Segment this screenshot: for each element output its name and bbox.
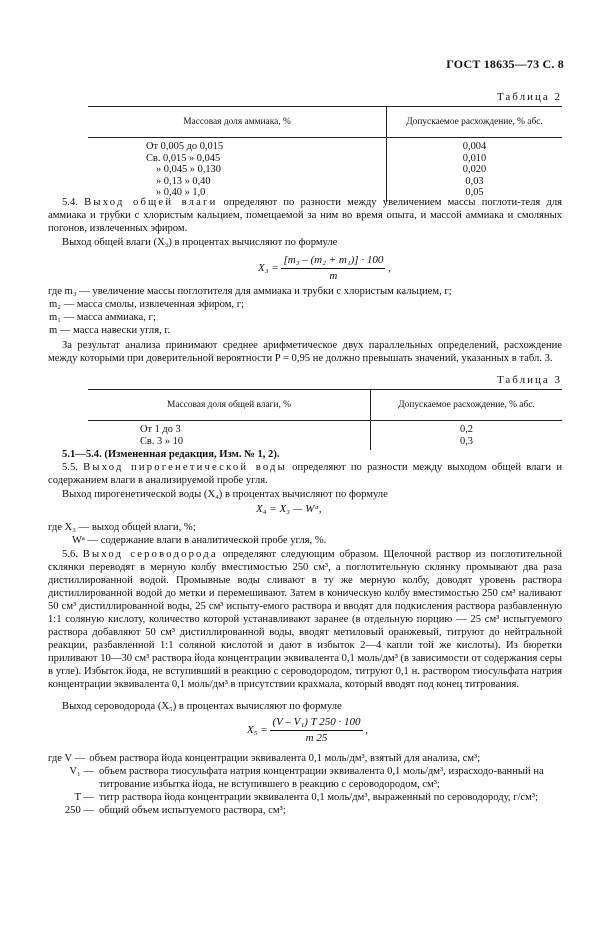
result-paragraph: За результат анализа принимают среднее арифметическое двух параллельных определений, расхождение между которыми при доверительной вероятности P = 0,95 не должно превышать значений, указанных в табл. 3. <box>48 340 562 364</box>
definition-symbol: T — <box>74 792 94 803</box>
formula-fraction <box>281 254 385 283</box>
formula-tail: , <box>365 724 369 737</box>
definition-list <box>48 285 562 337</box>
table-row <box>88 138 562 153</box>
table-cell-range: От 0,005 до 0,015 <box>88 138 387 153</box>
formula-denominator: m 25 <box>305 732 328 744</box>
table-row <box>88 153 562 165</box>
formula-x3 <box>258 254 391 283</box>
table-cell-value: 0,010 <box>462 152 487 164</box>
table-2-col-ammonia: Массовая доля аммиака, % <box>88 107 387 138</box>
formula-numerator: [m₃ – (m₂ + m₁)] · 100 <box>281 254 385 269</box>
definition-symbol: Wᵃ — <box>72 535 99 546</box>
section-5-5-paragraph <box>48 461 562 487</box>
formula-x4: X₄ = X₃ — Wᵃ, <box>256 503 322 515</box>
definition-text: выход общей влаги, %; <box>91 522 196 533</box>
definition-symbol: m₁ — <box>49 312 75 323</box>
section-heading: Выход сероводорода <box>82 549 218 560</box>
section-heading: Выход пирогенетической воды <box>83 462 287 473</box>
formula-numerator: (V – V₁) T 250 · 100 <box>270 716 362 731</box>
table-3 <box>88 389 562 450</box>
table-cell-value: 0,004 <box>462 141 487 152</box>
formula-intro: Выход пирогенетической воды (X₄) в процентах вычисляют по формуле <box>62 489 388 500</box>
table-cell-value: 0,020 <box>462 164 487 175</box>
table-cell-range: Св. 0,015 » 0,045 <box>88 153 387 165</box>
definition-symbol: где X₃ — <box>48 522 90 533</box>
section-5-6-paragraph <box>48 548 562 691</box>
table-cell-value: 0,3 <box>460 435 473 447</box>
table-cell-range: » 0,40 » 1,0 <box>88 187 387 202</box>
definition-item <box>48 285 562 298</box>
definition-item <box>48 765 562 791</box>
definition-text: масса смолы, извлеченная эфиром, г; <box>76 299 245 310</box>
formula-tail: , <box>388 262 391 275</box>
definition-text: объем раствора тиосульфата натрия концентрации эквивалента 0,1 моль/дм³, израсходо-ванный на титрование избытка йода, не вступившего в реакцию с сероводородом, см³; <box>99 766 544 790</box>
page-header: ГОСТ 18635—73 С. 8 <box>446 57 564 71</box>
section-number: 5.5. <box>62 462 78 473</box>
table-3-caption: Таблица 3 <box>496 374 562 386</box>
table-2 <box>88 106 562 202</box>
section-5-4-paragraph <box>48 196 562 235</box>
table-2-caption: Таблица 2 <box>496 91 562 103</box>
definition-item <box>48 752 562 765</box>
definition-symbol: m — <box>49 325 71 336</box>
formula-intro: Выход сероводорода (X₅) в процентах вычисляют по формуле <box>62 701 342 712</box>
edition-note: 5.1—5.4. (Измененная редакция, Изм. № 1, 2). <box>62 449 280 460</box>
definition-symbol: где m₃ — <box>48 286 90 297</box>
table-cell-range: » 0,13 » 0,40 <box>88 176 387 188</box>
definition-symbol: m₂ — <box>49 299 75 310</box>
definition-text: масса аммиака, г; <box>76 312 156 323</box>
formula-x5 <box>247 716 368 745</box>
definition-item <box>48 311 562 324</box>
formula-denominator: m <box>329 270 338 282</box>
table-row <box>88 164 562 176</box>
definition-text: титр раствора йода концентрации эквивалента 0,1 моль/дм³, выраженный по сероводороду, г/см³; <box>99 792 538 803</box>
section-heading: Выход общей влаги <box>84 197 218 208</box>
section-text: определяют по разности между выходом общей влаги и содержанием влаги в анализируемой пробе угля. <box>48 462 562 486</box>
definition-item <box>48 804 562 817</box>
definition-list <box>48 752 562 817</box>
table-cell-value: 0,2 <box>460 424 473 435</box>
table-3-col-moisture: Массовая доля общей влаги, % <box>88 390 371 421</box>
formula-intro: Выход общей влаги (X₃) в процентах вычисляют по формуле <box>62 237 338 248</box>
table-2-col-tolerance: Допускаемое расхождение, % абс. <box>387 107 563 138</box>
definition-text: объем раствора йода концентрации эквивалента 0,1 моль/дм³, взятый для анализа, см³; <box>89 753 481 764</box>
section-text: определяют по разности между увеличением массы поглоти-теля для аммиака и трубки с хлористым кальцием, помещаемой за ним во время опыта, и массой аммиака и смоляных погонов, извлеченных эфиром. <box>48 197 562 234</box>
section-number: 5.4. <box>62 197 78 208</box>
formula-lhs: X₃ = <box>258 262 279 275</box>
definition-text: увеличение массы поглотителя для аммиака и трубки с хлористым кальцием, г; <box>92 286 452 297</box>
definition-symbol: V₁ — <box>69 766 94 777</box>
definition-symbol: где V — <box>48 753 86 764</box>
section-number: 5.6. <box>62 549 78 560</box>
table-cell-value: 0,05 <box>465 187 484 198</box>
definition-item <box>48 534 562 547</box>
formula-lhs: X₅ = <box>247 724 268 737</box>
table-cell-range: От 1 до 3 <box>88 421 371 436</box>
table-row <box>88 421 562 436</box>
table-cell-range: Св. 3 » 10 <box>88 436 371 451</box>
table-3-col-tolerance: Допускаемое расхождение, % абс. <box>371 390 563 421</box>
definition-item <box>48 298 562 311</box>
definition-item <box>48 791 562 804</box>
table-cell-range: » 0,045 » 0,130 <box>88 164 387 176</box>
formula-fraction <box>270 716 362 745</box>
section-text: определяют следующим образом. Щелочной раствор из поглотительной склянки переводят в мерную колбу вместимостью 250 см³, а поглотительную склянку промывают два раза дистиллированной водой. Промывные воды сливают в ту же мерную колбу, доводят уровень раствора дистиллированной водой до метки и перемешивают. Затем в коническую колбу вместимостью 250 см³ наливают 50 см³ дистиллированной воды, 25 см³ испыту-емого раствора и вводят для подкисления раствора разбавленную 1:1 соляную кислоту, количество которой устанавливают заранее (в отдельную порцию — 25 см³ испытуемого раствора добавляют 50 см³ дистиллированной воды, вводят метиловый оранжевый, титруют до нейтральной реакции, разбавленной 1:1 соляной кислотой и дают в избыток 2—4 капли той же кислоты). Из бюретки приливают 10—30 см³ раствора йода концентрации эквивалента 0,1 моль/дм³ (в зависимости от содержания серы в угле). Избыток йода, не вступивший в реакцию с сероводородом, титруют 0,1 н. раствором тиосульфата натрия концентрации эквивалента 0,1 моль/дм³ в присутствии крахмала, который вводят под конец титрования. <box>48 549 562 690</box>
definition-text: масса навески угля, г. <box>73 325 171 336</box>
definition-text: содержание влаги в аналитической пробе угля, %. <box>100 535 327 546</box>
definition-item <box>48 521 562 534</box>
definition-symbol: 250 — <box>64 805 94 816</box>
table-row <box>88 176 562 188</box>
definition-list <box>48 521 562 547</box>
definition-text: общий объем испытуемого раствора, см³; <box>99 805 286 816</box>
table-cell-value: 0,03 <box>465 175 484 187</box>
definition-item <box>48 324 562 337</box>
